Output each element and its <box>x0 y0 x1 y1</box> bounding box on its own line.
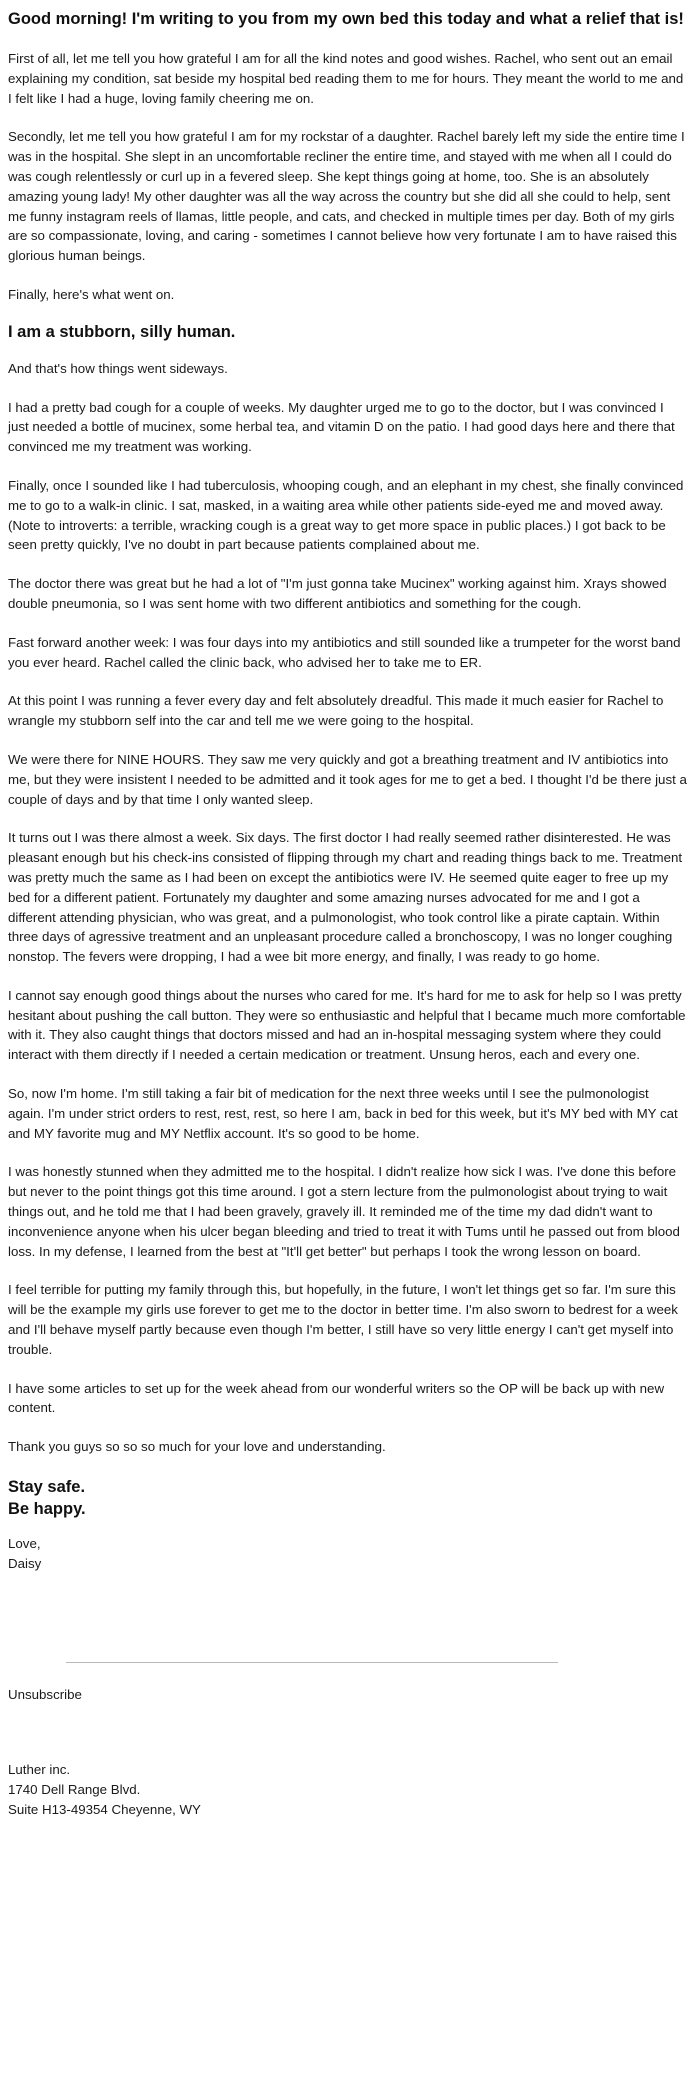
footer-divider <box>66 1662 558 1663</box>
paragraph-thank-you: Thank you guys so so so much for your love and understanding. <box>8 1439 386 1455</box>
paragraph-fever: At this point I was running a fever every day and felt absolutely dreadful. This made it much easier for Rachel to wrangle my stubborn self into the car and tell me we were going to the hospital. <box>8 693 664 729</box>
paragraph-cough: I had a pretty bad cough for a couple of weeks. My daughter urged me to go to the doctor, but I was convinced I just needed a bottle of mucinex, some herbal tea, and vitamin D on the patio. I had good days here and there that convinced me my treatment was working. <box>8 399 675 455</box>
footer-company: Luther inc. <box>8 1762 71 1778</box>
paragraph-hospital-week: It turns out I was there almost a week. Six days. The first doctor I had really seemed rather disinterested. He was pleasant enough but his check-ins consisted of flipping through my chart and reading things back to me. Treatment was pretty much the same as I had been on except the antibiotics were IV. He seemed quite eager to free up my bed for a different patient. Fortunately my daughter and some amazing nurses advocated for me and I got a different attending physician, who was great, and a pulmonologist, who took control like a pirate captain. Within three days of agressive treatment and an unpleasant procedure called a bronchoscopy, I was no longer coughing nonstop. The fevers were dropping, I had a wee bit more energy, and finally, I was ready to go home. <box>8 830 683 965</box>
closing-signature: Daisy <box>8 1555 42 1571</box>
section-heading: I am a stubborn, silly human. <box>8 322 236 341</box>
unsubscribe-link[interactable]: Unsubscribe <box>8 1686 82 1702</box>
paragraph-walk-in-clinic: Finally, once I sounded like I had tuberculosis, whooping cough, and an elephant in my chest, she finally convinced me to go to a walk-in clinic. I sat, masked, in a waiting area while other patients side-eyed me and moved away. (Note to introverts: a terrible, wracking cough is a great way to get more space in public places.) I got back to be seen pretty quickly, I've no doubt in part because patients complained about me. <box>8 477 684 553</box>
signoff-stay-safe: Stay safe. <box>8 1478 86 1497</box>
closing-love: Love, <box>8 1536 41 1552</box>
paragraph-home: So, now I'm home. I'm still taking a fair bit of medication for the next three weeks until I see the pulmonologist again. I'm under strict orders to rest, rest, rest, so here I am, back in bed for this week, but it's MY bed with MY cat and MY favorite mug and MY Netflix account. It's so good to be home. <box>8 1086 678 1141</box>
paragraph-sideways: And that's how things went sideways. <box>8 360 228 376</box>
closing <box>8 1520 688 1574</box>
footer-address-line1: 1740 Dell Range Blvd. <box>8 1782 141 1798</box>
footer-address-line2: Suite H13-49354 Cheyenne, WY <box>8 1802 201 1818</box>
paragraph-fast-forward: Fast forward another week: I was four days into my antibiotics and still sounded like a trumpeter for the worst band you ever heard. Rachel called the clinic back, who advised her to take me to ER. <box>8 634 681 670</box>
paragraph-stunned: I was honestly stunned when they admitted me to the hospital. I didn't realize how sick I was. I've done this before but never to the point things got this time around. I got a stern lecture from the pulmonologist about trying to wait things out, and he told me that I had been gravely, gravely ill. It reminded me of the time my dad didn't want to inconvenience anyone when his ulcer began bleeding and tried to treat it with Tums until he passed out from blood loss. In my defense, I learned from the best at "It'll get better" but perhaps I took the wrong lesson on board. <box>8 1164 680 1259</box>
paragraph-doctor-xrays: The doctor there was great but he had a lot of "I'm just gonna take Mucinex" working against him. Xrays showed double pneumonia, so I was sent home with two different antibiotics and something for the cough. <box>8 576 667 611</box>
signoff <box>8 1457 688 1520</box>
paragraph-nine-hours: We were there for NINE HOURS. They saw me very quickly and got a breathing treatment and IV antibiotics into me, but they were insistent I needed to be admitted and it took ages for me to get a bed. I thought I'd be there just a couple of days and by that time I only wanted sleep. <box>8 751 687 807</box>
email-headline: Good morning! I'm writing to you from my own bed this today and what a relief that is! <box>8 10 684 28</box>
paragraph-articles: I have some articles to set up for the week ahead from our wonderful writers so the OP will be back up with new content. <box>8 1380 665 1416</box>
paragraph-nurses: I cannot say enough good things about the nurses who cared for me. It's hard for me to ask for help so I was pretty hesitant about pushing the call button. They were so enthusiastic and helpful that I became much more comfortable with it. They also caught things that doctors missed and had an in-hospital messaging system where they could interact with them directly if I needed a certain medication or treatment. Unsung heros, each and every one. <box>8 987 686 1063</box>
paragraph-gratitude-notes: First of all, let me tell you how grateful I am for all the kind notes and good wishes. Rachel, who sent out an email explaining my condition, sat beside my hospital bed reading them to me for hours. They meant the world to me and I felt like I had a huge, loving family cheering me on. <box>8 51 684 106</box>
paragraph-family: I feel terrible for putting my family through this, but hopefully, in the future, I won't let things get so far. I'm sure this will be the example my girls use forever to get me to the doctor in better time. I'm also sworn to bedrest for a week and I'll behave myself partly because even though I'm better, I still have so very little energy I can't get myself into trouble. <box>8 1282 678 1357</box>
signoff-be-happy: Be happy. <box>8 1500 86 1519</box>
paragraph-what-went-on: Finally, here's what went on. <box>8 286 175 302</box>
footer-address <box>8 1704 688 1819</box>
paragraph-gratitude-daughter: Secondly, let me tell you how grateful I am for my rockstar of a daughter. Rachel barely left my side the entire time I was in the hospital. She slept in an uncomfortable recliner the entire time, and stayed with me when all I could do was cough relentlessly or curl up in a fevered sleep. She kept things going at home, too. She is an absolutely amazing young lady! My other daughter was all the way across the country but she did all she could to help, sent me funny instagram reels of llamas, little people, and cats, and checked in multiple times per day. Both of my girls are so compassionate, loving, and caring - sometimes I cannot believe how very fortunate I am to have raised this glorious human beings. <box>8 129 685 264</box>
